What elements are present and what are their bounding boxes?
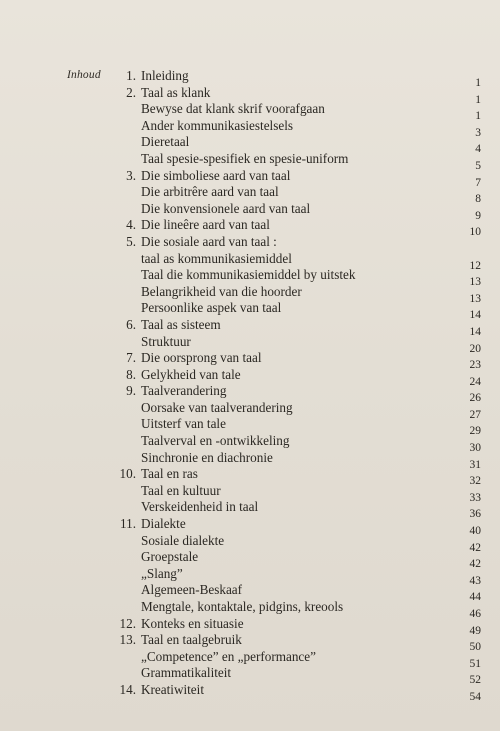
entry-title: „Competence” en „performance” xyxy=(141,648,316,664)
entry-page-number: 1 xyxy=(475,110,481,123)
entry-title: Taal die kommunikasiemiddel by uitstek xyxy=(141,267,356,283)
entry-page-number: 13 xyxy=(469,292,481,305)
toc-entry xyxy=(0,84,500,106)
entry-title: Taalverandering xyxy=(141,383,227,399)
toc-entry xyxy=(0,267,500,289)
toc-entry xyxy=(0,399,500,421)
toc-entry xyxy=(0,632,500,654)
entry-title: Taal as sisteem xyxy=(141,316,221,332)
entry-page-number: 4 xyxy=(475,143,481,156)
entry-page-number: 42 xyxy=(469,541,481,554)
toc-entry xyxy=(0,532,500,554)
toc-entry xyxy=(0,499,500,521)
entry-title: Struktuur xyxy=(141,333,191,349)
entry-title: Belangrikheid van die hoorder xyxy=(141,283,302,299)
entry-page-number: 1 xyxy=(475,93,481,106)
entry-title: Kreatiwiteit xyxy=(141,681,204,697)
entry-page-number: 3 xyxy=(475,126,481,139)
entry-number: 14. xyxy=(119,681,136,697)
entry-page-number: 40 xyxy=(469,525,481,538)
toc-entry xyxy=(0,184,500,206)
entry-title: Taalverval en -ontwikkeling xyxy=(141,433,290,449)
entry-page-number: 14 xyxy=(469,309,481,322)
entry-page-number: 30 xyxy=(469,442,481,455)
entry-title: Sosiale dialekte xyxy=(141,532,225,548)
entry-number: 3. xyxy=(126,167,136,183)
entry-number: 13. xyxy=(119,632,136,648)
entry-page-number: 5 xyxy=(475,159,481,172)
entry-page-number: 29 xyxy=(469,425,481,438)
entry-title: Die oorsprong van taal xyxy=(141,350,262,366)
section-label: Inhoud xyxy=(67,69,101,81)
entry-title: Mengtale, kontaktale, pidgins, kreools xyxy=(141,599,344,614)
toc-entry xyxy=(0,200,500,222)
entry-page-number: 49 xyxy=(469,624,481,637)
entry-title: Persoonlike aspek van taal xyxy=(141,300,282,316)
entry-page-number: 50 xyxy=(469,641,481,654)
toc-entry xyxy=(0,549,500,571)
toc-entry xyxy=(0,615,500,637)
toc-entry xyxy=(0,150,500,172)
toc-entry xyxy=(0,648,500,670)
entry-page-number: 36 xyxy=(469,508,481,521)
entry-page-number: 33 xyxy=(469,491,481,504)
entry-title: Die simboliese aard van taal xyxy=(141,167,291,183)
toc-entry xyxy=(0,599,500,620)
entry-title: Taal en ras xyxy=(141,466,198,482)
toc-entry xyxy=(0,217,500,239)
toc-entry xyxy=(0,466,500,488)
toc-entry xyxy=(0,300,500,322)
entry-page-number: 27 xyxy=(469,408,481,421)
entry-page-number: 44 xyxy=(469,591,481,604)
toc-entry xyxy=(0,665,500,687)
entry-number: 10. xyxy=(119,466,136,482)
entry-title: Die arbitrêre aard van taal xyxy=(141,184,279,200)
entry-title: Gelykheid van tale xyxy=(141,366,241,382)
entry-page-number: 43 xyxy=(469,574,481,587)
entry-title: Groepstale xyxy=(141,549,199,565)
entry-page-number: 7 xyxy=(475,176,481,189)
entry-page-number: 13 xyxy=(469,276,481,289)
entry-title: Uitsterf van tale xyxy=(141,416,226,432)
entry-number: 7. xyxy=(126,350,136,366)
toc-entry xyxy=(0,383,500,405)
toc-entry xyxy=(0,283,500,305)
entry-page-number: 26 xyxy=(469,392,481,405)
toc-entry xyxy=(0,316,500,338)
table-of-contents xyxy=(0,68,500,703)
entry-page-number: 1 xyxy=(475,77,481,89)
entry-page-number: 23 xyxy=(469,359,481,372)
entry-page-number: 14 xyxy=(469,325,481,338)
toc-entry xyxy=(0,234,500,251)
entry-page-number: 12 xyxy=(469,259,481,272)
entry-title: Sinchronie en diachronie xyxy=(141,449,273,465)
entry-title: Bewyse dat klank skrif voorafgaan xyxy=(141,101,325,117)
entry-title: Dialekte xyxy=(141,516,186,532)
entry-number: 1. xyxy=(126,68,136,83)
entry-number: 8. xyxy=(126,366,136,382)
toc-entry xyxy=(0,416,500,438)
toc-entry xyxy=(0,68,500,89)
entry-title: Oorsake van taalverandering xyxy=(141,399,293,415)
entry-title: Algemeen-Beskaaf xyxy=(141,582,243,598)
toc-entry xyxy=(0,482,500,504)
toc-entry xyxy=(0,134,500,156)
entry-number: 9. xyxy=(126,383,136,399)
entry-title: Verskeidenheid in taal xyxy=(141,499,259,515)
entry-title: „Slang” xyxy=(141,565,183,581)
toc-entry xyxy=(0,433,500,455)
entry-page-number: 54 xyxy=(469,690,481,703)
entry-title: Taal en kultuur xyxy=(141,482,221,498)
toc-entry xyxy=(0,101,500,123)
entry-title: Inleiding xyxy=(141,68,189,83)
entry-title: taal as kommunikasiemiddel xyxy=(141,250,292,266)
entry-title: Ander kommunikasiestelsels xyxy=(141,117,293,133)
entry-page-number: 10 xyxy=(469,226,481,239)
entry-number: 11. xyxy=(120,516,136,532)
entry-title: Grammatikaliteit xyxy=(141,665,232,681)
entry-page-number: 31 xyxy=(469,458,481,471)
entry-number: 12. xyxy=(119,615,136,631)
entry-page-number: 20 xyxy=(469,342,481,355)
entry-title: Die lineêre aard van taal xyxy=(141,217,270,233)
entry-number: 6. xyxy=(126,316,136,332)
entry-title: Konteks en situasie xyxy=(141,615,244,631)
toc-entry xyxy=(0,516,500,538)
entry-page-number: 8 xyxy=(475,193,481,206)
entry-number: 2. xyxy=(126,84,136,100)
toc-entry xyxy=(0,366,500,388)
entry-page-number: 24 xyxy=(469,375,481,388)
entry-page-number: 46 xyxy=(469,608,481,620)
entry-page-number: 52 xyxy=(469,674,481,687)
toc-entry xyxy=(0,333,500,355)
toc-entry xyxy=(0,250,500,272)
toc-entry xyxy=(0,350,500,372)
entry-number: 4. xyxy=(126,217,136,233)
entry-page-number: 42 xyxy=(469,558,481,571)
entry-page-number: 9 xyxy=(475,209,481,222)
entry-number: 5. xyxy=(126,233,136,249)
toc-entry xyxy=(0,565,500,587)
toc-entry xyxy=(0,117,500,139)
toc-entry xyxy=(0,582,500,604)
entry-title: Taal spesie-spesifiek en spesie-uniform xyxy=(141,150,349,166)
entry-title: Taal as klank xyxy=(141,84,211,100)
toc-entry xyxy=(0,167,500,189)
toc-entry xyxy=(0,449,500,471)
toc-entry xyxy=(0,681,500,703)
entry-title: Die sosiale aard van taal : xyxy=(141,233,277,249)
entry-title: Taal en taalgebruik xyxy=(141,632,242,648)
entry-title: Die konvensionele aard van taal xyxy=(141,200,311,216)
entry-page-number: 32 xyxy=(469,475,481,488)
entry-page-number: 51 xyxy=(469,657,481,670)
entry-title: Dieretaal xyxy=(141,134,190,150)
